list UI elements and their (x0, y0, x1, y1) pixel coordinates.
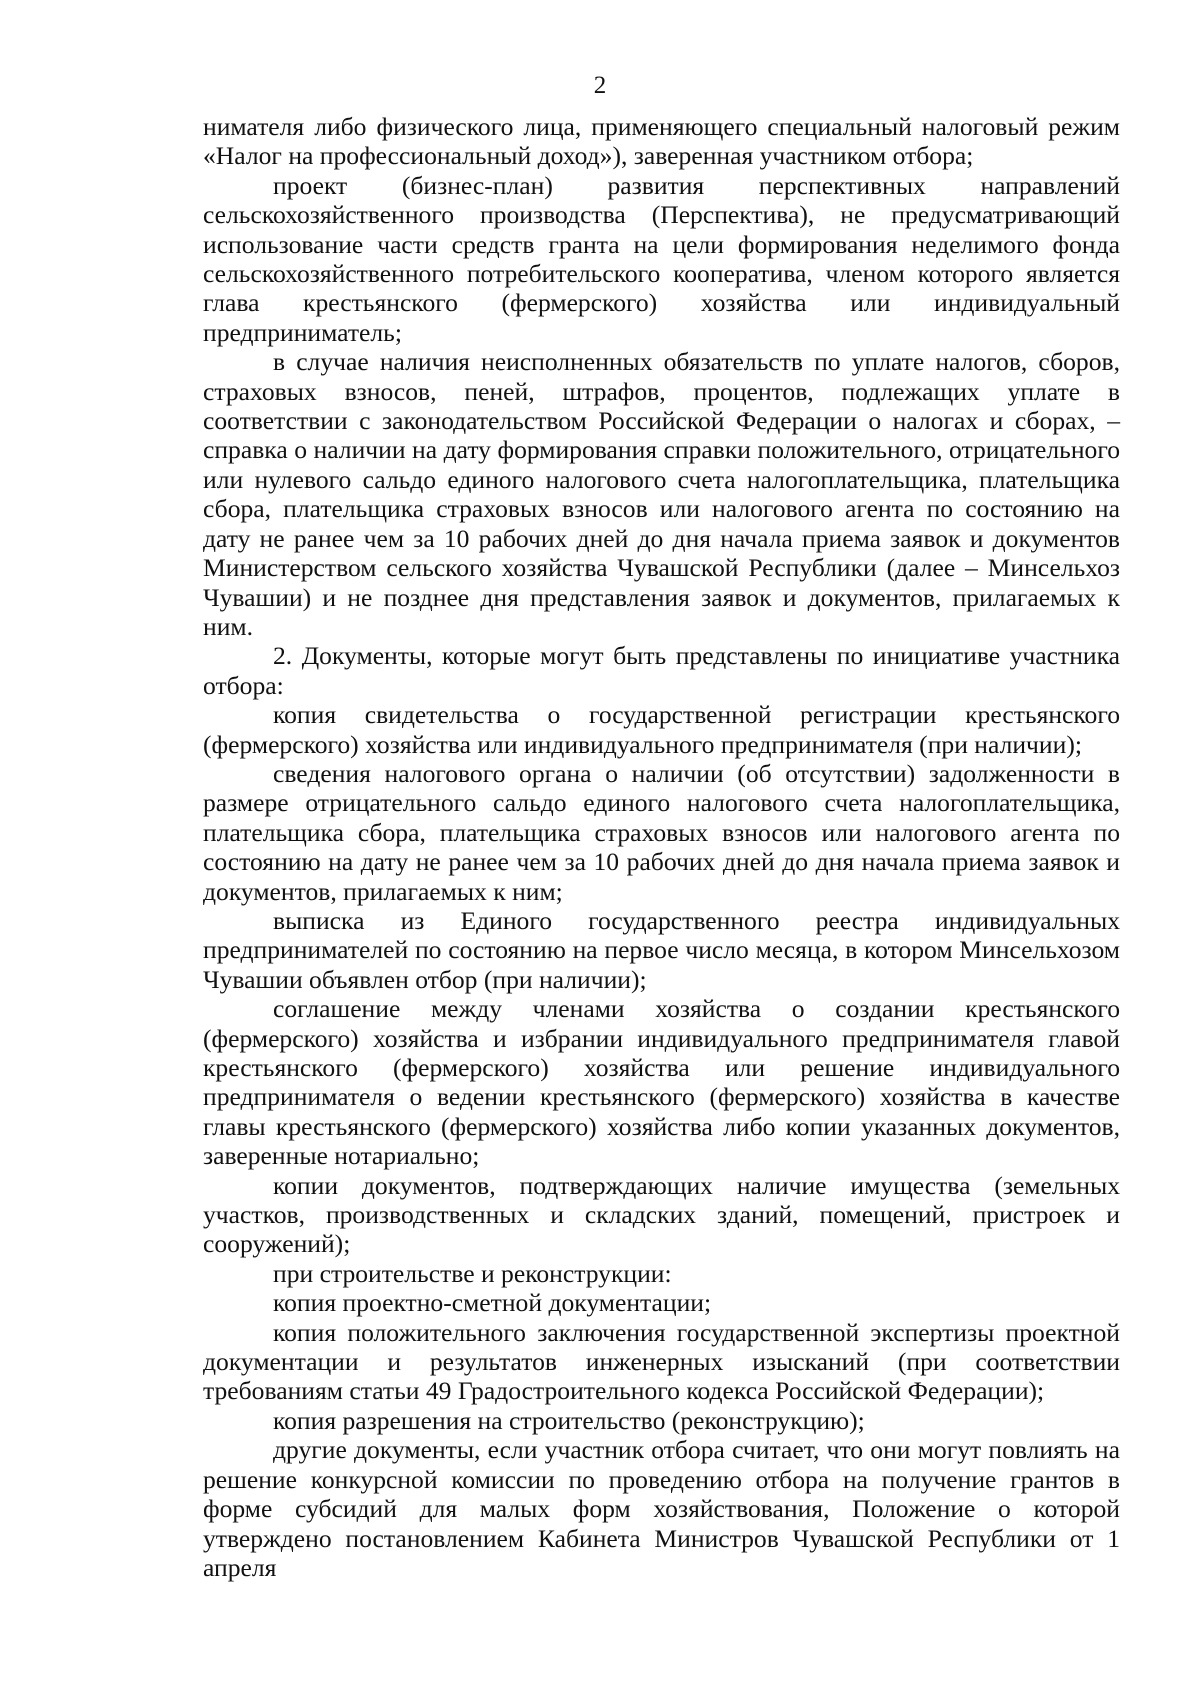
paragraph: копия разрешения на строительство (реконструкцию); (273, 1405, 865, 1435)
paragraph: проект (бизнес-план) развития перспективных направлений сельскохозяйственного производства (Перспектива), не предусматривающий использование части средств гранта на цели формирования неделимого фонда сельскохозяйственного потребительского кооператива, членом которого является глава крестьянского (фермерского) хозяйства или индивидуальный предприниматель; (203, 170, 1120, 347)
paragraph: нимателя либо физического лица, применяющего специальный налоговый режим «Налог на профессиональный доход»), заверенная участником отбора; (203, 112, 1120, 171)
paragraph: при строительстве и реконструкции: (273, 1258, 672, 1288)
paragraph: соглашение между членами хозяйства о создании крестьянского (фермерского) хозяйства и избрании индивидуального предпринимателя главой крестьянского (фермерского) хозяйства или решение индивидуального предпринимателя о ведении крестьянского (фермерского) хозяйства в качестве главы крестьянского (фермерского) хозяйства либо копии указанных документов, заверенные нотариально; (203, 994, 1120, 1171)
paragraph: копия положительного заключения государственной экспертизы проектной документации и результатов инженерных изысканий (при соответствии требованиям статьи 49 Градостроительного кодекса Российской Федерации); (203, 1317, 1120, 1406)
paragraph: выписка из Единого государственного реестра индивидуальных предпринимателей по состоянию на первое число месяца, в котором Минсельхозом Чувашии объявлен отбор (при наличии); (203, 905, 1120, 994)
paragraph: в случае наличия неисполненных обязательств по уплате налогов, сборов, страховых взносов, пеней, штрафов, процентов, подлежащих уплате в соответствии с законодательством Российской Федерации о налогах и сборах, – справка о наличии на дату формирования справки положительного, отрицательного или нулевого сальдо единого налогового счета налогоплательщика, плательщика сбора, плательщика страховых взносов или налогового агента по состоянию на дату не ранее чем за 10 рабочих дней до дня начала приема заявок и документов Министерством сельского хозяйства Чувашской Республики (далее – Минсельхоз Чувашии) и не позднее дня представления заявок и документов, прилагаемых к ним. (203, 347, 1120, 641)
paragraph: 2. Документы, которые могут быть представлены по инициативе участника отбора: (203, 641, 1120, 700)
page-number: 2 (593, 72, 607, 99)
paragraph: копии документов, подтверждающих наличие имущества (земельных участков, производственных и складских зданий, помещений, пристроек и сооружений); (203, 1170, 1120, 1259)
paragraph: сведения налогового органа о наличии (об отсутствии) задолженности в размере отрицательного сальдо единого налогового счета налогоплательщика, плательщика сбора, плательщика страховых взносов или налогового агента по состоянию на дату не ранее чем за 10 рабочих дней до дня начала приема заявок и документов, прилагаемых к ним; (203, 758, 1120, 906)
paragraph: другие документы, если участник отбора считает, что они могут повлиять на решение конкурсной комиссии по проведению отбора на получение грантов в форме субсидий для малых форм хозяйствования, Положение о которой утверждено постановлением Кабинета Министров Чувашской Республики от 1 апреля (203, 1435, 1120, 1582)
paragraph: копия проектно-сметной документации; (273, 1288, 712, 1318)
document-body (203, 112, 1120, 1582)
paragraph: копия свидетельства о государственной регистрации крестьянского (фермерского) хозяйства или индивидуального предпринимателя (при наличии); (203, 700, 1120, 759)
